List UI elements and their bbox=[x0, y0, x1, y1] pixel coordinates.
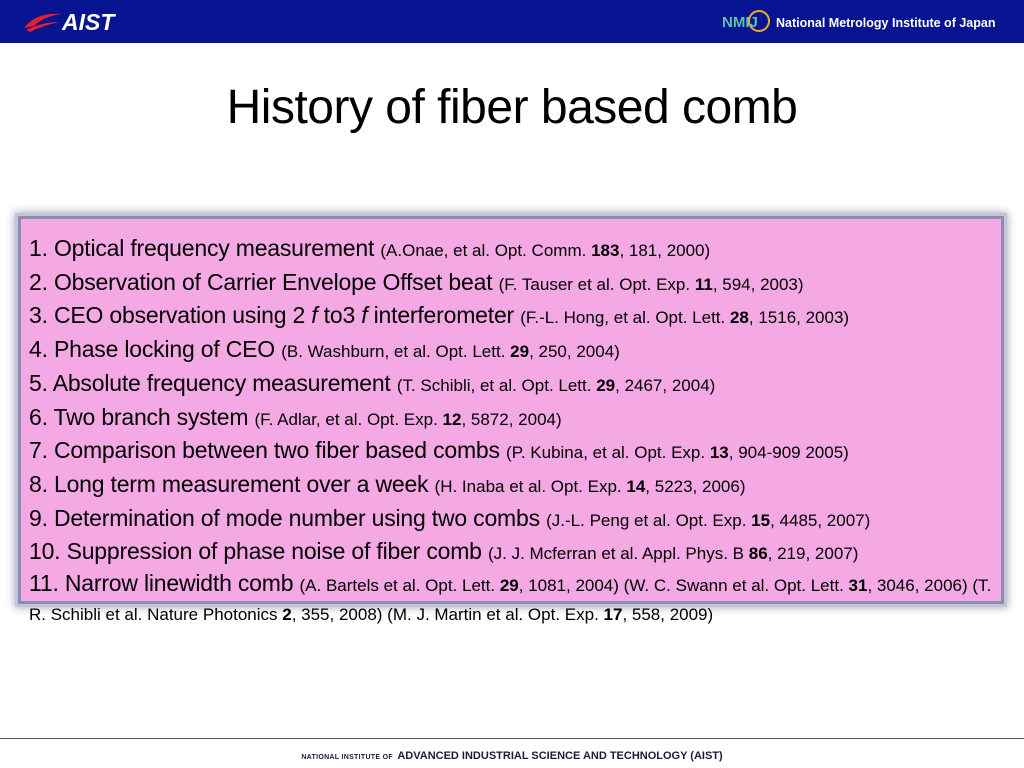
citation-volume: 2 bbox=[282, 605, 292, 625]
citation-text: (A.Onae, et al. Opt. Comm. bbox=[380, 241, 592, 260]
citation-text: (H. Inaba et al. Opt. Exp. bbox=[434, 476, 627, 496]
citation-volume: 28 bbox=[729, 308, 749, 328]
title-italic-f: f bbox=[361, 302, 368, 329]
citation-text: , 250, 2004) bbox=[529, 342, 620, 362]
reference-title: 6. Two branch system bbox=[29, 403, 249, 430]
institute-name: National Metrology Institute of Japan bbox=[776, 16, 996, 30]
reference-item bbox=[29, 267, 993, 301]
citation-volume: 86 bbox=[748, 544, 768, 564]
reference-citation bbox=[397, 376, 716, 395]
reference-citation bbox=[520, 308, 849, 327]
citation-text: (J.-L. Peng et al. Opt. Exp. bbox=[546, 510, 752, 530]
footer-divider bbox=[0, 738, 1024, 739]
citation-text: , 1081, 2004) bbox=[518, 576, 619, 596]
reference-citation bbox=[488, 544, 858, 563]
citation-text: , 2467, 2004) bbox=[615, 375, 716, 395]
reference-item bbox=[29, 503, 993, 537]
reference-title: 11. Narrow linewidth comb bbox=[29, 570, 294, 597]
slide-title: History of fiber based comb bbox=[226, 81, 798, 134]
footer-prefix: NATIONAL INSTITUTE OF bbox=[301, 754, 393, 761]
citation-text: , 4485, 2007) bbox=[770, 510, 871, 530]
citation-volume: 31 bbox=[848, 576, 868, 596]
citation-volume: 13 bbox=[709, 443, 729, 463]
citation-text: , 181, 2000) bbox=[619, 241, 711, 260]
citation-volume: 17 bbox=[603, 605, 623, 625]
aist-logo bbox=[22, 8, 132, 36]
reference-citation bbox=[281, 342, 620, 361]
footer-institute-name: ADVANCED INDUSTRIAL SCIENCE AND TECHNOLOGY (AIST) bbox=[397, 750, 723, 762]
citation-volume: 15 bbox=[751, 510, 771, 530]
title-text: to3 bbox=[317, 302, 362, 329]
reference-item bbox=[29, 233, 993, 267]
nmij-logo bbox=[718, 10, 774, 34]
reference-title: 5. Absolute frequency measurement bbox=[29, 369, 391, 396]
reference-item bbox=[29, 469, 993, 503]
citation-text: , 5223, 2006) bbox=[645, 476, 746, 496]
citation-text: , 355, 2008) bbox=[291, 605, 383, 625]
citation-text: (B. Washburn, et al. Opt. Lett. bbox=[281, 342, 511, 362]
aist-logo-text: AIST bbox=[62, 9, 115, 35]
citation-volume: 183 bbox=[591, 241, 620, 260]
title-text: 3. CEO observation using 2 bbox=[29, 302, 312, 329]
citation-text: , 904-909 2005) bbox=[728, 443, 849, 463]
citation-volume: 14 bbox=[626, 476, 646, 496]
reference-citation bbox=[435, 477, 746, 496]
reference-title: 7. Comparison between two fiber based combs bbox=[29, 437, 500, 464]
reference-item bbox=[29, 334, 993, 368]
reference-citation bbox=[546, 511, 870, 530]
reference-citation bbox=[255, 410, 562, 429]
footer bbox=[0, 746, 1024, 764]
header-bar bbox=[0, 0, 1024, 43]
citation-text: , 5872, 2004) bbox=[461, 409, 562, 429]
citation-text: (T. Schibli, et al. Opt. Lett. bbox=[396, 375, 597, 395]
citation-text: (W. C. Swann et al. Opt. Lett. bbox=[618, 576, 849, 596]
citation-text: , 3046, 2006) bbox=[867, 576, 968, 596]
reference-title: 9. Determination of mode number using two combs bbox=[29, 504, 540, 531]
citation-text: (M. J. Martin et al. Opt. Exp. bbox=[382, 605, 604, 625]
reference-title bbox=[29, 302, 514, 328]
citation-text: , 594, 2003) bbox=[712, 274, 804, 294]
nmij-logo-text: NMIJ bbox=[722, 14, 758, 31]
citation-text: , 219, 2007) bbox=[767, 544, 859, 564]
citation-volume: 29 bbox=[499, 576, 519, 596]
reference-item bbox=[29, 368, 993, 402]
citation-text: (F.-L. Hong, et al. Opt. Lett. bbox=[520, 308, 730, 328]
reference-list bbox=[29, 233, 993, 628]
citation-volume: 11 bbox=[694, 274, 713, 294]
reference-title: 1. Optical frequency measurement bbox=[29, 235, 375, 261]
reference-item bbox=[29, 536, 993, 570]
reference-citation bbox=[380, 241, 710, 260]
reference-item bbox=[29, 570, 993, 628]
citation-volume: 29 bbox=[510, 342, 530, 362]
reference-citation bbox=[499, 275, 804, 294]
citation-text: (F. Adlar, et al. Opt. Exp. bbox=[254, 409, 443, 429]
title-italic-f: f bbox=[311, 302, 318, 329]
aist-swoosh-icon bbox=[22, 8, 66, 36]
reference-title: 2. Observation of Carrier Envelope Offset beat bbox=[29, 268, 493, 295]
citation-text: (F. Tauser et al. Opt. Exp. bbox=[498, 274, 695, 294]
reference-title: 8. Long term measurement over a week bbox=[29, 470, 429, 497]
reference-item bbox=[29, 300, 993, 334]
citation-text: (A. Bartels et al. Opt. Lett. bbox=[299, 576, 500, 596]
reference-box bbox=[18, 216, 1004, 625]
reference-item bbox=[29, 435, 993, 469]
citation-text: , 1516, 2003) bbox=[748, 308, 850, 328]
citation-text: (T. R. Schibli et al. Nature Photonics bbox=[29, 576, 992, 625]
reference-title: 4. Phase locking of CEO bbox=[29, 336, 275, 363]
citation-text: (P. Kubina, et al. Opt. Exp. bbox=[506, 443, 710, 463]
citation-volume: 29 bbox=[596, 375, 616, 395]
title-text: interferometer bbox=[367, 302, 514, 329]
citation-volume: 12 bbox=[442, 409, 462, 429]
citation-text: (J. J. Mcferran et al. Appl. Phys. B bbox=[487, 544, 749, 564]
reference-citation bbox=[506, 443, 849, 462]
citation-text: , 558, 2009) bbox=[622, 605, 714, 625]
reference-item bbox=[29, 402, 993, 436]
reference-title: 10. Suppression of phase noise of fiber comb bbox=[29, 538, 482, 565]
